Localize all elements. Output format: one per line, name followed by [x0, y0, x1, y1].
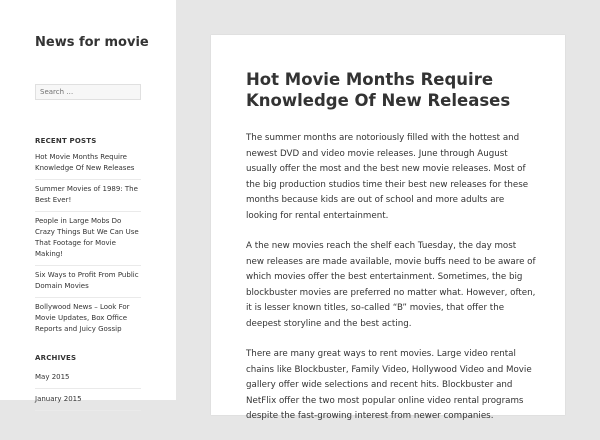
post-paragraph: There are many great ways to rent movies. Large video rental chains like Blockbuster, Family Video, Hollywood Video and Movie gallery offer wide selections and recent hits. Blockbuster and NetFlix offer the two most popular online video rental programs despite the fast-growing interest from newer companies. [246, 349, 532, 421]
sidebar [0, 0, 176, 403]
archives-heading: ARCHIVES [35, 354, 77, 362]
recent-post-link[interactable]: Bollywood News – Look For Movie Updates, Box Office Reports and Juicy Gossip [35, 297, 141, 340]
recent-post-link[interactable]: Summer Movies of 1989: The Best Ever! [35, 179, 141, 211]
recent-post-link[interactable]: People in Large Mobs Do Crazy Things But We Can Use That Footage for Movie Making! [35, 211, 141, 265]
archive-link[interactable]: May 2015 [35, 372, 141, 389]
recent-posts-heading: RECENT POSTS [35, 137, 97, 145]
post-card [211, 35, 565, 421]
recent-post-link[interactable]: Hot Movie Months Require Knowledge Of New Releases [35, 153, 135, 172]
recent-posts-list [35, 152, 141, 340]
post-paragraph: A the new movies reach the shelf each Tuesday, the day most new releases are made available, movie buffs need to be aware of which movies offer the best entertainment. Sometimes, the big blockbuster movies are preferred no matter what. However, often, it is lesser known titles, so-called “B” movies, that offer the deepest storyline and the best acting. [246, 241, 536, 329]
site-title[interactable]: News for movie [35, 35, 149, 50]
post-body [246, 131, 536, 440]
post-title[interactable]: Hot Movie Months Require Knowledge Of New Releases [246, 70, 511, 110]
search-input[interactable] [35, 84, 141, 100]
recent-post-link[interactable]: Six Ways to Profit From Public Domain Movies [35, 265, 141, 297]
archive-link[interactable]: January 2015 [35, 394, 141, 411]
archives-list [35, 372, 141, 416]
post-paragraph: The summer months are notoriously filled with the hottest and newest DVD and video movie releases. June through August usually offer the most and the best new movie releases. Most of the big production studios time their best new releases for these months because kids are out of school and more adults are looking for rental entertainment. [246, 133, 529, 221]
